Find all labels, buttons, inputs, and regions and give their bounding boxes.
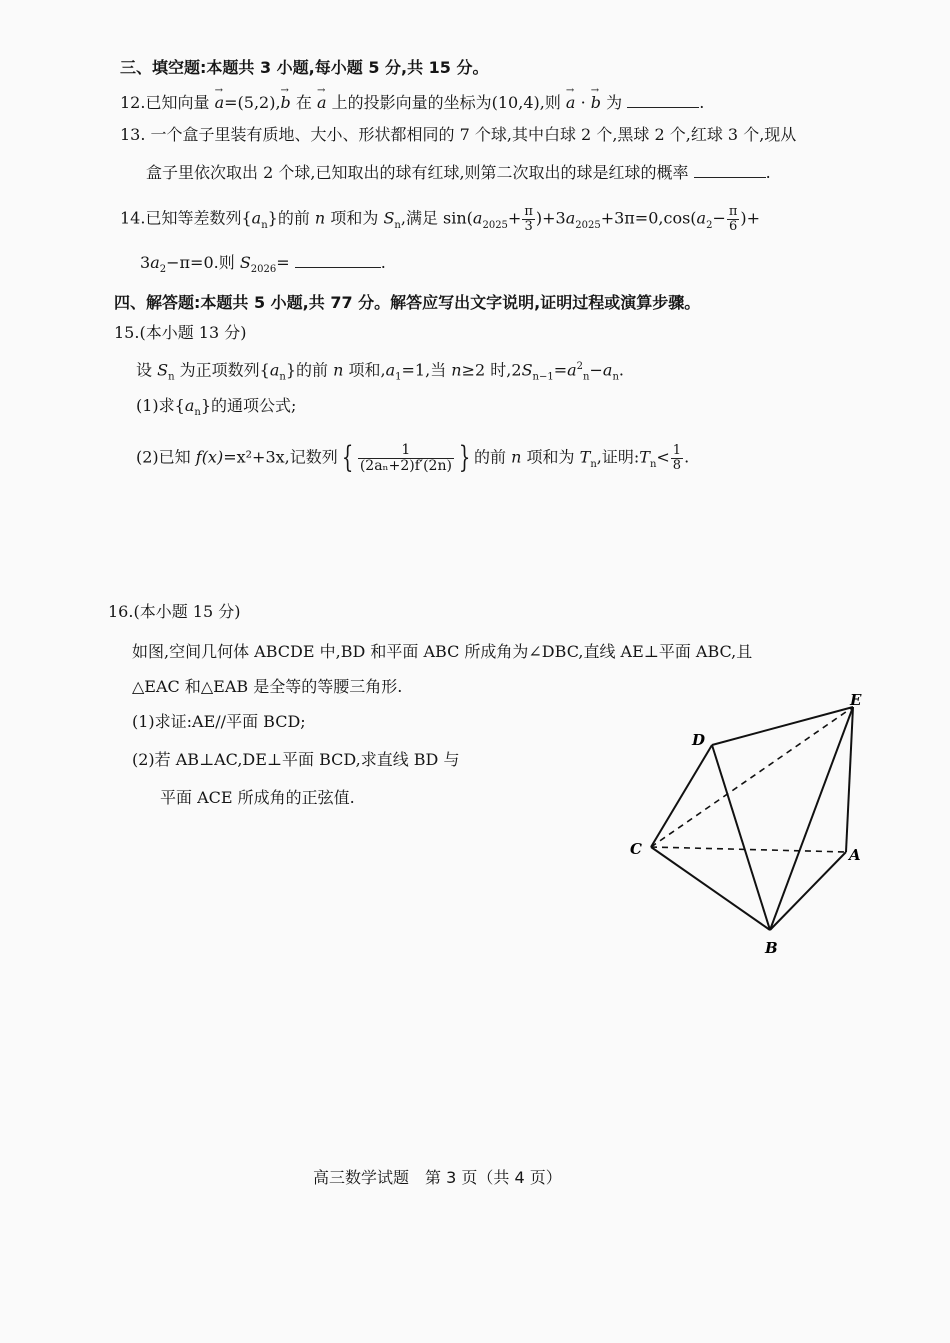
q12-number: 12.	[120, 93, 146, 112]
q12-text-b: =(5,2),	[224, 93, 281, 112]
q15-n2: n	[451, 360, 462, 380]
q12-end: .	[699, 93, 705, 112]
q14-sub-2026: 2026	[250, 264, 277, 276]
vertex-label-C: C	[630, 840, 642, 858]
q14-sub-2: 2	[706, 219, 713, 231]
q12-text-a: 已知向量	[145, 93, 210, 112]
q15-a2-sub: n	[583, 371, 590, 383]
q15-part2-b: =x²+3x,记数列	[223, 447, 338, 467]
q15-part1-an: a	[184, 396, 195, 415]
q15-part-1	[136, 398, 296, 418]
q14-plus: +	[507, 208, 522, 228]
pi-over-6-fraction: $\frac{\pi}{6}$	[728, 204, 738, 234]
q12-text-d: 上的投影向量的坐标为(10,4),则	[331, 93, 561, 112]
q13-end: .	[765, 163, 771, 182]
edge-DB	[712, 745, 770, 930]
q15-a3: a	[602, 360, 613, 380]
q14-line2-a: 3	[140, 253, 151, 272]
q14-line2-S: S	[239, 253, 251, 272]
q15-part2-f: <	[656, 447, 670, 467]
q15-part2-c: 的前	[474, 447, 507, 467]
edge-CD	[651, 745, 712, 847]
edge-EB	[770, 707, 853, 930]
q15-fx: f(x)	[195, 447, 224, 467]
edge-DE	[712, 707, 853, 745]
q14-text-c: 项和为	[330, 208, 379, 228]
q15-part2-end: .	[684, 447, 690, 467]
q16-part-2-cont: 平面 ACE 所成角的正弦值.	[160, 788, 355, 807]
q15-stem-e: =1,当	[401, 360, 447, 380]
q15-a2-sup: 2	[576, 361, 584, 372]
q15-stem-f: ≥2 时,2	[461, 360, 522, 380]
q14-S: S	[383, 208, 395, 228]
edge-EA	[846, 707, 853, 852]
q15-a3-sub: n	[612, 371, 619, 383]
q16-line-2: △EAC 和△EAB 是全等的等腰三角形.	[132, 677, 403, 696]
q15-a-sub: n	[279, 371, 286, 383]
q14-a: a	[251, 208, 262, 228]
q15-part1-end: }的通项公式;	[200, 396, 297, 415]
q15-stem-c: }的前	[285, 360, 328, 380]
q16-part-1: (1)求证:AE//平面 BCD;	[132, 712, 306, 731]
section4-header: 四、解答题:本题共 5 小题,共 77 分。解答应写出文字说明,证明过程或演算步骤。	[114, 293, 701, 312]
pi-over-3-fraction: $\frac{\pi}{3}$	[524, 204, 533, 234]
q16-line-1: 如图,空间几何体 ABCDE 中,BD 和平面 ABC 所成角为∠DBC,直线 AE⊥平面 ABC,且	[132, 642, 753, 661]
left-brace: {	[341, 440, 354, 476]
vertex-label-B: B	[765, 939, 778, 957]
q14-line-2	[140, 253, 386, 275]
edge-CB	[651, 847, 770, 930]
q16-part-2: (2)若 AB⊥AC,DE⊥平面 BCD,求直线 BD 与	[132, 750, 460, 769]
section3-header: 三、填空题:本题共 3 小题,每小题 5 分,共 15 分。	[120, 58, 489, 77]
q15-S2: S	[521, 360, 533, 380]
q14-n: n	[314, 208, 326, 228]
q14-text-e: )+3	[535, 208, 566, 228]
q15-a: a	[269, 360, 280, 380]
q13-line-1: 13. 一个盒子里装有质地、大小、形状都相同的 7 个球,其中白球 2 个,黑球 2 个,红球 3 个,现从	[120, 125, 797, 144]
q14-line2-b: −π=0.则	[166, 253, 235, 272]
q16-title: 16.(本小题 15 分)	[108, 602, 241, 621]
vector-a-3: → a	[566, 95, 576, 111]
q15-T2-sub: n	[649, 458, 657, 470]
vertex-label-D: D	[692, 731, 706, 749]
q14-S-sub: n	[394, 219, 401, 231]
q15-part2-d: 项和为	[526, 447, 575, 467]
q12-text-c: 在	[295, 93, 312, 112]
page-footer: 高三数学试题 第 3 页（共 4 页）	[313, 1168, 562, 1187]
q15-sequence-fraction: $\frac{1}{\text{(2aₙ+2)f′(2n)}}$	[359, 442, 452, 474]
q14-text-d: ,满足 sin(	[400, 208, 473, 228]
q12-text-e: 为	[606, 93, 623, 112]
edge-CA-hidden	[651, 847, 846, 852]
q14-text-a: 已知等差数列{	[145, 208, 252, 228]
q15-stem	[136, 362, 624, 383]
q15-stem-b: 为正项数列{	[179, 360, 270, 380]
q15-S2-sub: n−1	[532, 371, 554, 383]
q14-a2025: a	[472, 208, 483, 228]
q13-answer-blank[interactable]	[694, 163, 766, 178]
q15-stem-end: .	[618, 360, 624, 380]
q14-line2-sub2: 2	[159, 264, 167, 276]
right-brace: }	[458, 440, 471, 476]
q14-minus: −	[712, 208, 726, 228]
q14-text-g: )+	[740, 208, 761, 228]
one-eighth-fraction: $\frac{1}{8}$	[672, 443, 682, 473]
q14-a2: a	[696, 208, 707, 228]
q15-S: S	[157, 360, 169, 380]
q15-part2-n: n	[511, 447, 522, 467]
q13-line-2-text: 盒子里依次取出 2 个球,已知取出的球有红球,则第二次取出的球是红球的概率	[146, 163, 689, 182]
edge-AB	[770, 852, 846, 930]
q14-sub-2025: 2025	[482, 219, 508, 231]
q15-title: 15.(本小题 13 分)	[114, 323, 247, 342]
geometry-figure	[620, 685, 900, 965]
q12-dot: ·	[580, 93, 586, 112]
vector-a: → a	[215, 95, 225, 111]
edge-CE-hidden	[651, 707, 853, 847]
q15-T-sub: n	[590, 458, 597, 470]
q15-stem-h: −	[589, 360, 603, 380]
q15-stem-d: 项和,	[348, 360, 386, 380]
q15-T2: T	[639, 447, 650, 467]
vector-b: → b	[281, 95, 291, 111]
q15-n: n	[333, 360, 344, 380]
q14-sub-2025-b: 2025	[575, 219, 601, 231]
q14-a2025-b: a	[565, 208, 576, 228]
q15-S-sub: n	[168, 371, 175, 383]
q15-T: T	[579, 447, 591, 467]
vector-a-2: → a	[317, 95, 327, 111]
q15-a2: a	[567, 360, 577, 380]
q14-end: .	[380, 253, 386, 272]
q15-part-2	[136, 440, 690, 476]
q15-a1: a	[385, 360, 396, 380]
q14-text-f: +3π=0,cos(	[600, 208, 697, 228]
q15-stem-a: 设	[136, 360, 153, 380]
q14-answer-blank[interactable]	[295, 253, 381, 268]
q15-part1-a: (1)求{	[136, 396, 185, 415]
vector-b-2: → b	[591, 95, 601, 111]
q15-part1-sub: n	[194, 407, 201, 419]
vertex-label-A: A	[849, 846, 861, 864]
vertex-label-E: E	[850, 691, 862, 709]
q12-answer-blank[interactable]	[627, 93, 699, 108]
question-12	[120, 93, 704, 111]
q13-line-2	[146, 163, 771, 181]
q14-number: 14.	[120, 208, 146, 228]
q15-a1-sub: 1	[395, 371, 402, 383]
q15-stem-g: =	[553, 360, 568, 380]
q14-eq: =	[276, 253, 290, 272]
q15-part2-e: ,证明:	[596, 447, 640, 467]
q14-line2-a2: a	[150, 253, 160, 272]
q15-part2-a: (2)已知	[136, 447, 191, 467]
q14-text-b: }的前	[267, 208, 310, 228]
q14-line-1	[120, 205, 760, 233]
q14-sub-n: n	[261, 219, 268, 231]
